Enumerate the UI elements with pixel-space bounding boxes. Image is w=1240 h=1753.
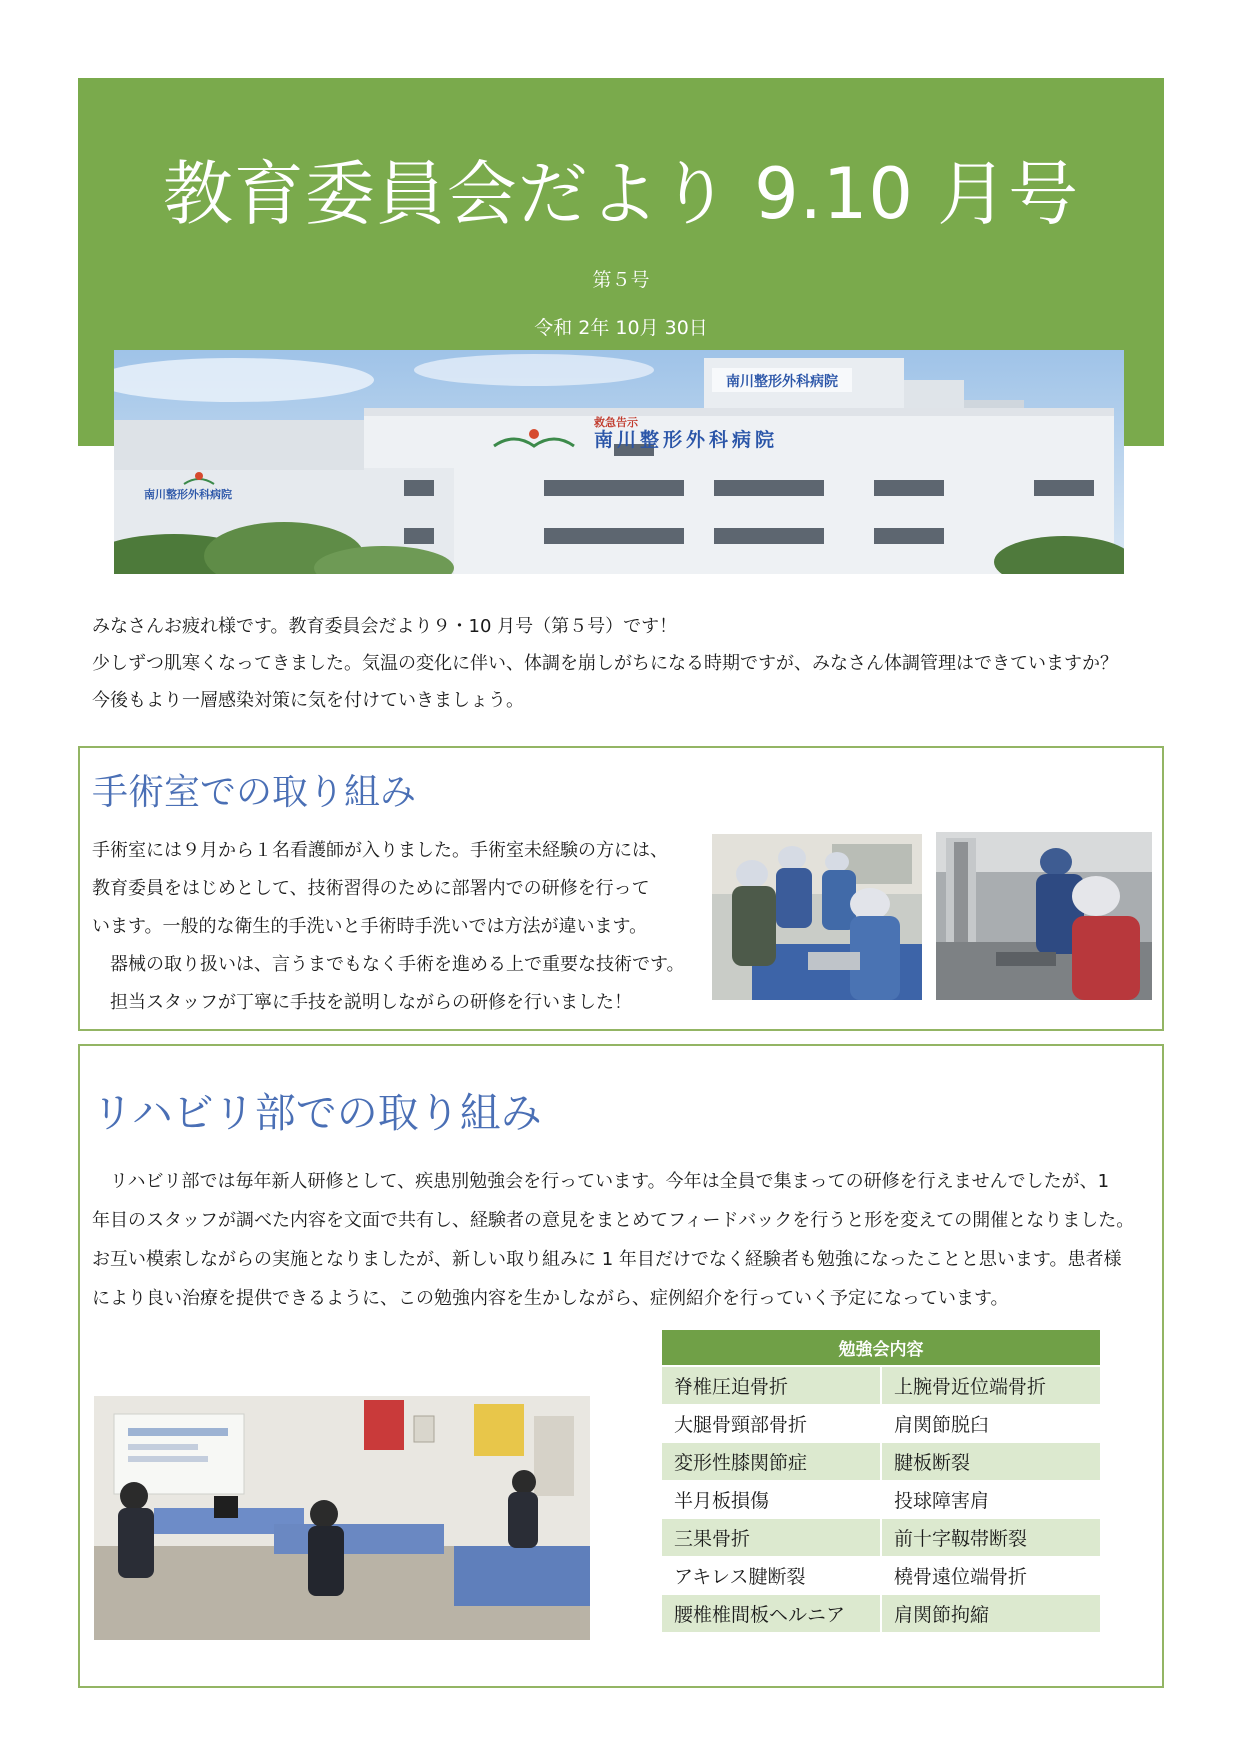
table-row [662, 1556, 1100, 1594]
hospital-sign-small: 救急告示 [594, 416, 638, 429]
table-cell: 脊椎圧迫骨折 [662, 1366, 881, 1404]
table-row [662, 1404, 1100, 1442]
table-cell: アキレス腱断裂 [662, 1556, 881, 1594]
surgery-line: 教育委員をはじめとして、技術習得のために部署内での研修を行って [92, 878, 650, 899]
rehab-line: お互い模索しながらの実施となりましたが、新しい取り組みに 1 年目だけでなく経験者も勉強になったことと思います。患者様 [92, 1249, 1122, 1270]
surgery-section [78, 746, 1164, 1031]
surgery-line: 手術室には９月から１名看護師が入りました。手術室未経験の方には、 [92, 840, 668, 861]
issue-date: 令和 2年 10月 30日 [534, 317, 708, 339]
rehab-line: により良い治療を提供できるように、この勉強内容を生かしながら、症例紹介を行っていく予定になっています。 [92, 1288, 1009, 1309]
rehab-study-session-photo [94, 1396, 590, 1640]
hospital-building-photo [114, 350, 1124, 574]
study-topics-table [662, 1330, 1100, 1633]
rehab-heading: リハビリ部での取り組み [92, 1089, 542, 1137]
table-cell: 上腕骨近位端骨折 [881, 1366, 1100, 1404]
table-cell: 大腿骨頸部骨折 [662, 1404, 881, 1442]
surgery-text [92, 832, 712, 1022]
issue-number: 第５号 [592, 269, 650, 291]
rehab-line: 年目のスタッフが調べた内容を文面で共有し、経験者の意見をまとめてフィードバックを行うと形を変えての開催となりました。 [92, 1210, 1135, 1231]
table-cell: 腰椎椎間板ヘルニア [662, 1594, 881, 1632]
surgery-line: 器械の取り扱いは、言うまでもなく手術を進める上で重要な技術です。 [92, 954, 685, 975]
intro-line: みなさんお疲れ様です。教育委員会だより９・10 月号（第５号）です！ [92, 616, 678, 637]
rehab-text [92, 1162, 1152, 1318]
table-row [662, 1480, 1100, 1518]
surgery-line: 担当スタッフが丁寧に手技を説明しながらの研修を行いました！ [92, 992, 632, 1013]
hospital-sign-top: 南川整形外科病院 [726, 374, 838, 390]
table-cell: 投球障害肩 [881, 1480, 1100, 1518]
table-row [662, 1518, 1100, 1556]
table-cell: 三果骨折 [662, 1518, 881, 1556]
intro-line: 今後もより一層感染対策に気を付けていきましょう。 [92, 690, 524, 711]
table-cell: 肩関節脱臼 [881, 1404, 1100, 1442]
surgery-heading: 手術室での取り組み [92, 772, 417, 813]
table-row [662, 1442, 1100, 1480]
hospital-sign-side: 南川整形外科病院 [144, 488, 232, 501]
table-cell: 肩関節拘縮 [881, 1594, 1100, 1632]
table-cell: 変形性膝関節症 [662, 1442, 881, 1480]
table-cell: 前十字靱帯断裂 [881, 1518, 1100, 1556]
newsletter-title: 教育委員会だより 9.10 月号 [162, 153, 1080, 235]
rehab-line: リハビリ部では毎年新人研修として、疾患別勉強会を行っています。今年は全員で集まっての研修を行えませんでしたが、1 [92, 1171, 1110, 1192]
table-cell: 半月板損傷 [662, 1480, 881, 1518]
surgery-training-photo-1 [712, 834, 922, 1000]
table-cell: 腱板断裂 [881, 1442, 1100, 1480]
intro-text [92, 608, 1152, 719]
surgery-line: います。一般的な衛生的手洗いと手術時手洗いでは方法が違います。 [92, 916, 648, 937]
study-table-header: 勉強会内容 [662, 1330, 1100, 1366]
table-cell: 橈骨遠位端骨折 [881, 1556, 1100, 1594]
surgery-training-photo-2 [936, 832, 1152, 1000]
hospital-sign-main: 南川整形外科病院 [594, 429, 779, 451]
table-row [662, 1594, 1100, 1632]
table-row [662, 1366, 1100, 1404]
intro-line: 少しずつ肌寒くなってきました。気温の変化に伴い、体調を崩しがちになる時期ですが、みなさん体調管理はできていますか？ [92, 653, 1118, 674]
rehab-section [78, 1044, 1164, 1688]
